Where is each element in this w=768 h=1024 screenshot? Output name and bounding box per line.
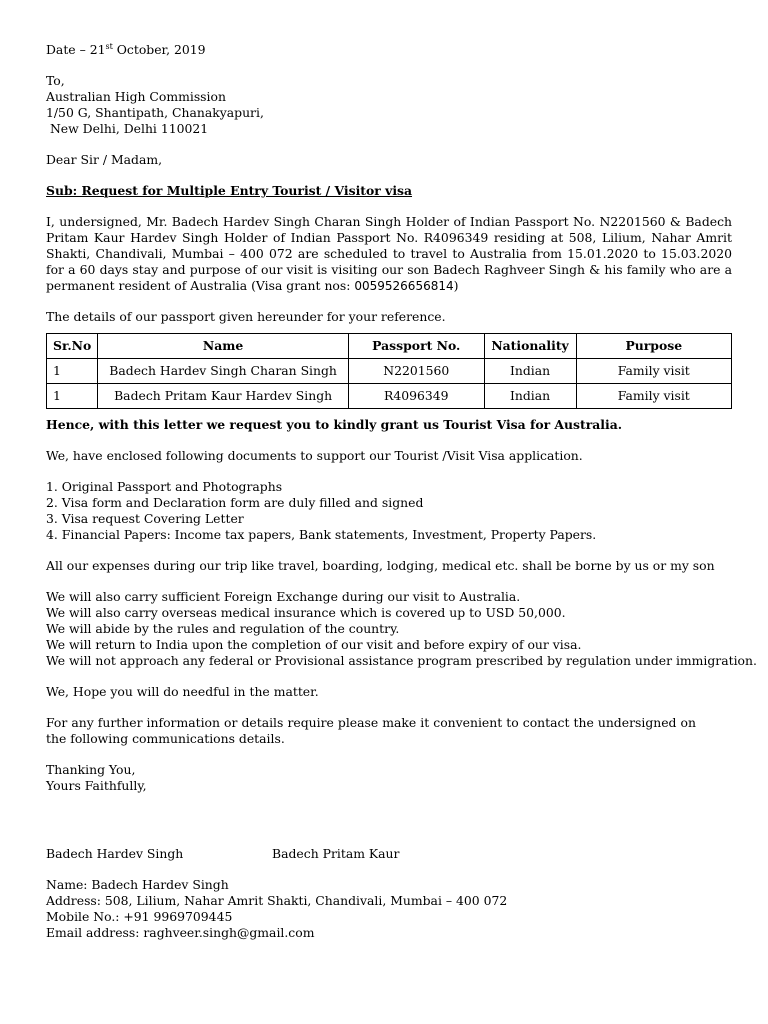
table-cell: 1 xyxy=(47,384,98,409)
list-item: 4. Financial Papers: Income tax papers, Bank statements, Investment, Property Papers. xyxy=(46,527,597,542)
signatory-name: Badech Pritam Kaur xyxy=(272,846,400,861)
signatory-name: Badech Hardev Singh xyxy=(46,846,184,861)
column-header: Name xyxy=(98,334,349,359)
contact-details xyxy=(46,877,732,941)
list-item: We will return to India upon the completion of our visit and before expiry of our visa. xyxy=(46,637,582,652)
contact-address: Address: 508, Lilium, Nahar Amrit Shakti, Chandivali, Mumbai – 400 072 xyxy=(46,893,508,908)
list-item: 1. Original Passport and Photographs xyxy=(46,479,283,494)
address-line: Australian High Commission xyxy=(46,89,226,104)
closing-line: Thanking You, xyxy=(46,762,136,777)
further-info-paragraph: For any further information or details require please make it convenient to contact the undersigned on the following communications details. xyxy=(46,715,696,746)
column-header: Purpose xyxy=(576,334,731,359)
closing-line: Yours Faithfully, xyxy=(46,778,147,793)
contact-name: Name: Badech Hardev Singh xyxy=(46,877,229,892)
visa-grant-number: 0059526656814 xyxy=(354,279,454,293)
closing-block xyxy=(46,762,732,794)
list-item: We will not approach any federal or Provisional assistance program prescribed by regulation under immigration. xyxy=(46,653,757,668)
contact-mobile: Mobile No.: +91 9969709445 xyxy=(46,909,233,924)
table-cell: Badech Pritam Kaur Hardev Singh xyxy=(98,384,349,409)
address-line: To, xyxy=(46,73,65,88)
table-header-row xyxy=(47,334,732,359)
address-line: New Delhi, Delhi 110021 xyxy=(46,121,209,136)
details-intro: The details of our passport given hereunder for your reference. xyxy=(46,309,446,324)
column-header: Sr.No xyxy=(47,334,98,359)
contact-email: Email address: raghveer.singh@gmail.com xyxy=(46,925,315,940)
letter-date: Date – 21st October, 2019 xyxy=(46,41,206,57)
list-item: 3. Visa request Covering Letter xyxy=(46,511,244,526)
list-item: We will abide by the rules and regulation of the country. xyxy=(46,621,400,636)
table-cell: Indian xyxy=(484,384,576,409)
table-cell: Badech Hardev Singh Charan Singh xyxy=(98,359,349,384)
signatories xyxy=(46,846,732,862)
salutation: Dear Sir / Madam, xyxy=(46,152,163,167)
table-cell: R4096349 xyxy=(348,384,484,409)
table-cell: 1 xyxy=(47,359,98,384)
column-header: Passport No. xyxy=(348,334,484,359)
commitments-list xyxy=(46,589,757,669)
enclosed-intro: We, have enclosed following documents to support our Tourist /Visit Visa application. xyxy=(46,448,583,463)
passport-table xyxy=(46,333,732,409)
table-row xyxy=(47,359,732,384)
table-cell: Family visit xyxy=(576,359,731,384)
visa-request-statement: Hence, with this letter we request you to kindly grant us Tourist Visa for Australia. xyxy=(46,417,623,432)
table-row xyxy=(47,384,732,409)
list-item: We will also carry sufficient Foreign Exchange during our visit to Australia. xyxy=(46,589,521,604)
table-cell: N2201560 xyxy=(348,359,484,384)
letter-page xyxy=(46,41,757,941)
list-item: We will also carry overseas medical insurance which is covered up to USD 50,000. xyxy=(46,605,566,620)
address-line: 1/50 G, Shantipath, Chanakyapuri, xyxy=(46,105,264,120)
hope-statement: We, Hope you will do needful in the matter. xyxy=(46,684,319,699)
intro-paragraph: I, undersigned, Mr. Badech Hardev Singh Charan Singh Holder of Indian Passport No. N2201560 & Badech Pritam Kaur Hardev Singh Holder of Indian Passport No. R4096349 residing at 508, Lilium, Nahar Amrit Shakti, Chandivali, Mumbai – 400 072 are scheduled to travel to Australia from 15.01.2020 to 15.03.2020 for a 60 days stay and purpose of our visit is visiting our son Badech Raghveer Singh & his family who are a permanent resident of Australia (Visa grant nos: 0059526656814) xyxy=(46,214,732,293)
expenses-statement: All our expenses during our trip like travel, boarding, lodging, medical etc. shall be borne by us or my son xyxy=(46,558,715,573)
subject-line: Sub: Request for Multiple Entry Tourist / Visitor visa xyxy=(46,183,413,198)
table-cell: Indian xyxy=(484,359,576,384)
list-item: 2. Visa form and Declaration form are duly filled and signed xyxy=(46,495,424,510)
column-header: Nationality xyxy=(484,334,576,359)
documents-list xyxy=(46,479,732,543)
table-cell: Family visit xyxy=(576,384,731,409)
recipient-address xyxy=(46,73,732,137)
